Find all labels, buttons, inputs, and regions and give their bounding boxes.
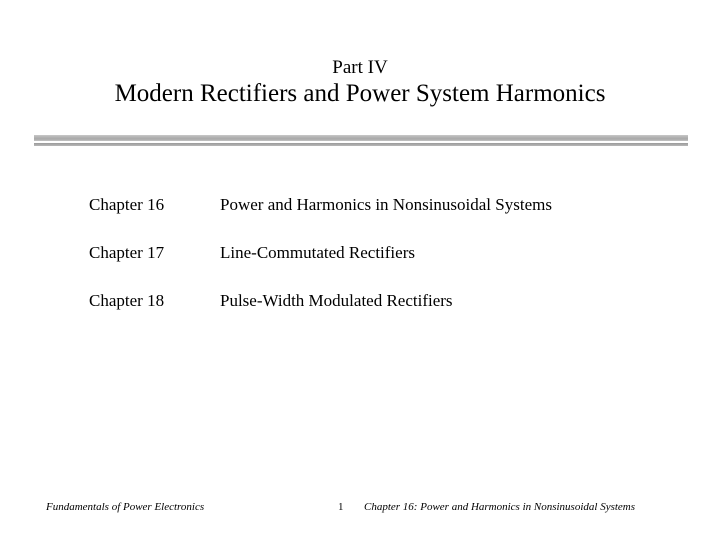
divider-rule-bottom [34,143,688,146]
footer-page-number: 1 [338,501,344,513]
footer-book-title: Fundamentals of Power Electronics [46,501,205,513]
part-label: Part IV [332,57,388,78]
chapter-title: Line-Commutated Rectifiers [220,243,415,262]
title-block [0,56,720,109]
part-title: Modern Rectifiers and Power System Harmonics [114,80,606,107]
chapter-title: Pulse-Width Modulated Rectifiers [220,291,453,310]
chapter-number: Chapter 17 [89,243,165,262]
chapter-title: Power and Harmonics in Nonsinusoidal Systems [220,195,552,214]
footer-chapter-ref: Chapter 16: Power and Harmonics in Nonsinusoidal Systems [364,501,636,513]
chapter-number: Chapter 18 [89,291,165,310]
divider-rule-top [34,135,688,141]
chapter-number: Chapter 16 [89,195,165,214]
